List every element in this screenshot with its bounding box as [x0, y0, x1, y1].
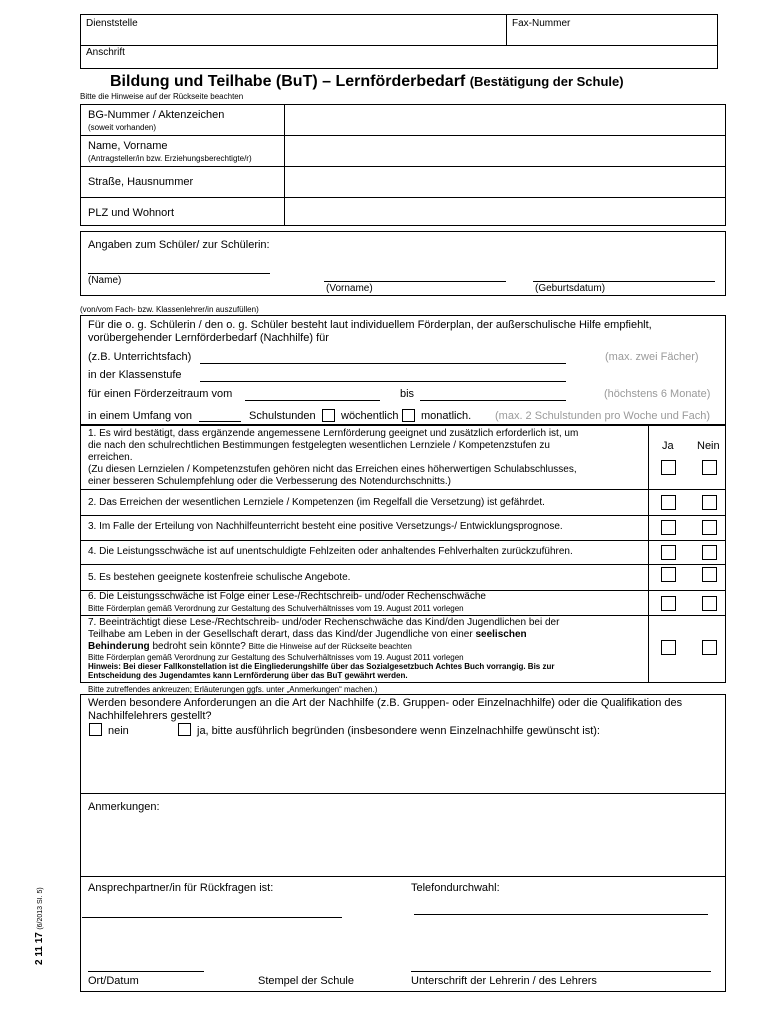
statement-2-ja-checkbox[interactable] [661, 495, 676, 510]
plz-input[interactable] [286, 199, 724, 225]
form-title-sub: (Bestätigung der Schule) [469, 74, 624, 89]
contact-person-label: Ansprechpartner/in für Rückfragen ist: [88, 882, 274, 894]
need-line1: Für die o. g. Schülerin / den o. g. Schüler besteht laut individuellem Förderplan, der außerschulische Hilfe empfiehlt, [88, 319, 652, 331]
answer-nein-header: Nein [697, 440, 720, 452]
title-hint: Bitte die Hinweise auf der Rückseite beachten [80, 92, 244, 101]
anschrift-label: Anschrift [86, 47, 125, 58]
contact-phone-line[interactable] [414, 914, 708, 915]
scope-hint: (max. 2 Schulstunden pro Woche und Fach) [495, 410, 711, 422]
statement-1-ja-checkbox[interactable] [661, 460, 676, 475]
subject-hint: (max. zwei Fächer) [605, 351, 699, 363]
student-geburt-line[interactable] [533, 281, 715, 282]
statement-4-nein-checkbox[interactable] [702, 545, 717, 560]
statement-7-line1: 7. Beeinträchtigt diese Lese-/Rechtschreib- und/oder Rechenschwäche das Kind/den Jugendlichen bei der [88, 617, 560, 628]
statement-3: 3. Im Falle der Erteilung von Nachhilfeunterricht besteht eine positive Versetzungs-/ Entwicklungsprognose. [88, 521, 563, 532]
contact-person-line[interactable] [82, 917, 342, 918]
requirements-ja-checkbox[interactable] [178, 723, 191, 736]
student-geburt-caption: (Geburtsdatum) [535, 283, 606, 294]
statement-1: 1. Es wird bestätigt, dass ergänzende angemessene Lernförderung geeignet und zusätzlich erforderlich ist, um die nach den schulrechtlichen Bestimmungen festgelegten wesentlichen Lernziele / Kompetenzstufen zu erreichen. (Zu diesen Lernzielen / Kompetenzstufen gehören nicht das Erreichen eines höherwertigen Schulabschlusses, einer besseren Schulempfehlung oder die Verbesserung des Notendurchschnitts.) [88, 428, 579, 487]
header-box [80, 14, 718, 69]
form-title [110, 73, 624, 91]
ort-datum-line[interactable] [88, 971, 204, 972]
statement-7-line2: Teilhabe am Leben in der Gesellschaft derart, dass das Kind/der Jugendliche von einer seelischen [88, 629, 527, 640]
faxnummer-label: Fax-Nummer [512, 18, 571, 29]
monthly-checkbox[interactable] [402, 409, 415, 422]
student-heading: Angaben zum Schüler/ zur Schülerin: [88, 239, 270, 251]
subject-label: (z.B. Unterrichtsfach) [88, 351, 192, 363]
scope-label: in einem Umfang von [88, 410, 192, 422]
name-input[interactable] [286, 137, 724, 165]
statement-1-nein-checkbox[interactable] [702, 460, 717, 475]
student-name-caption: (Name) [88, 275, 122, 286]
period-from-line[interactable] [245, 400, 380, 401]
requirements-ja-label: ja, bitte ausführlich begründen (insbesondere wenn Einzelnachhilfe gewünscht ist): [197, 725, 600, 737]
period-bis: bis [400, 388, 415, 400]
subject-line[interactable] [200, 363, 566, 364]
statement-3-nein-checkbox[interactable] [702, 520, 717, 535]
form-title-main: Bildung und Teilhabe (BuT) – Lernförderbedarf [110, 73, 466, 90]
statement-7-line3: Behinderung bedroht sein könnte? Bitte die Hinweise auf der Rückseite beachten [88, 641, 412, 652]
bg-number-input[interactable] [286, 106, 724, 134]
answer-ja-header: Ja [662, 440, 674, 452]
statement-6-note: Bitte Förderplan gemäß Verordnung zur Gestaltung des Schulverhältnisses vom 19. August 2011 vorlegen [88, 604, 464, 613]
statement-5-ja-checkbox[interactable] [661, 567, 676, 582]
bg-number-sub: (soweit vorhanden) [88, 123, 157, 132]
tick-note: Bitte zutreffendes ankreuzen; Erläuterungen ggfs. unter „Anmerkungen“ machen.) [88, 685, 378, 694]
statement-5: 5. Es bestehen geeignete kostenfreie schulische Angebote. [88, 572, 351, 583]
student-name-line[interactable] [88, 273, 270, 274]
requirements-nein-label: nein [108, 725, 129, 737]
statement-5-nein-checkbox[interactable] [702, 567, 717, 582]
period-to-line[interactable] [420, 400, 566, 401]
remarks-label: Anmerkungen: [88, 801, 160, 813]
ort-datum-label: Ort/Datum [88, 975, 139, 987]
statement-6: 6. Die Leistungsschwäche ist Folge einer Lese-/Rechtschreib- und/oder Rechenschwäche [88, 591, 486, 602]
grade-line[interactable] [200, 381, 566, 382]
bg-number-label: BG-Nummer / Aktenzeichen [88, 109, 225, 121]
teacher-note: (von/vom Fach- bzw. Klassenlehrer/in auszufüllen) [80, 305, 259, 314]
signature-line[interactable] [411, 971, 711, 972]
statement-2: 2. Das Erreichen der wesentlichen Lernziele / Kompetenzen (im Regelfall die Versetzung) ist gefährdet. [88, 497, 545, 508]
statement-3-ja-checkbox[interactable] [661, 520, 676, 535]
plz-label: PLZ und Wohnort [88, 207, 175, 219]
statement-4: 4. Die Leistungsschwäche ist auf unentschuldigte Fehlzeiten oder anhaltendes Fehlverhalten zurückzuführen. [88, 546, 573, 557]
statement-7-note: Bitte Förderplan gemäß Verordnung zur Gestaltung des Schulverhältnisses vom 19. August 2011 vorlegen [88, 653, 464, 662]
statement-7-nein-checkbox[interactable] [702, 640, 717, 655]
remarks-area[interactable] [82, 815, 724, 875]
period-hint: (höchstens 6 Monate) [604, 388, 711, 400]
form-id-number: 2 11 17 [34, 932, 45, 965]
requirements-nein-checkbox[interactable] [89, 723, 102, 736]
need-line2: vorübergehender Lernförderbedarf (Nachhilfe) für [88, 332, 329, 344]
scope-hours: Schulstunden [249, 410, 316, 422]
statement-6-ja-checkbox[interactable] [661, 596, 676, 611]
form-id-edition: (6/2013 SI. 5) [37, 887, 44, 930]
requirements-question-1: Werden besondere Anforderungen an die Art der Nachhilfe (z.B. Gruppen- oder Einzelnachhilfe) oder die Qualifikation des [88, 697, 683, 709]
street-label: Straße, Hausnummer [88, 176, 194, 188]
period-label: für einen Förderzeitraum vom [88, 388, 233, 400]
contact-phone-label: Telefondurchwahl: [411, 882, 500, 894]
dienststelle-label: Dienststelle [86, 18, 138, 29]
stempel-label: Stempel der Schule [258, 975, 354, 987]
grade-label: in der Klassenstufe [88, 369, 182, 381]
statement-2-nein-checkbox[interactable] [702, 495, 717, 510]
scope-hours-line[interactable] [199, 421, 241, 422]
statement-6-nein-checkbox[interactable] [702, 596, 717, 611]
statement-7-ja-checkbox[interactable] [661, 640, 676, 655]
scope-weekly: wöchentlich [341, 410, 399, 422]
name-label: Name, Vorname [88, 140, 168, 152]
street-input[interactable] [286, 168, 724, 196]
student-vorname-caption: (Vorname) [326, 283, 373, 294]
student-vorname-line[interactable] [324, 281, 506, 282]
signature-label: Unterschrift der Lehrerin / des Lehrers [411, 975, 597, 987]
statement-4-ja-checkbox[interactable] [661, 545, 676, 560]
requirements-reason-area[interactable] [82, 740, 724, 792]
weekly-checkbox[interactable] [322, 409, 335, 422]
name-sub: (Antragsteller/in bzw. Erziehungsberechtigte/r) [88, 154, 252, 163]
statement-7-hint2: Entscheidung des Jugendamtes kann Lernförderung über das BuT gewährt werden. [88, 671, 408, 680]
form-id [34, 887, 45, 965]
scope-monthly: monatlich. [421, 410, 472, 422]
requirements-question-2: Nachhilfelehrers gestellt? [88, 710, 212, 722]
statement-7-hint1: Hinweis: Bei dieser Fallkonstellation ist die Eingliederungshilfe über das Sozialgesetzbuch Achtes Buch vorrangig. Bis zur [88, 662, 555, 671]
